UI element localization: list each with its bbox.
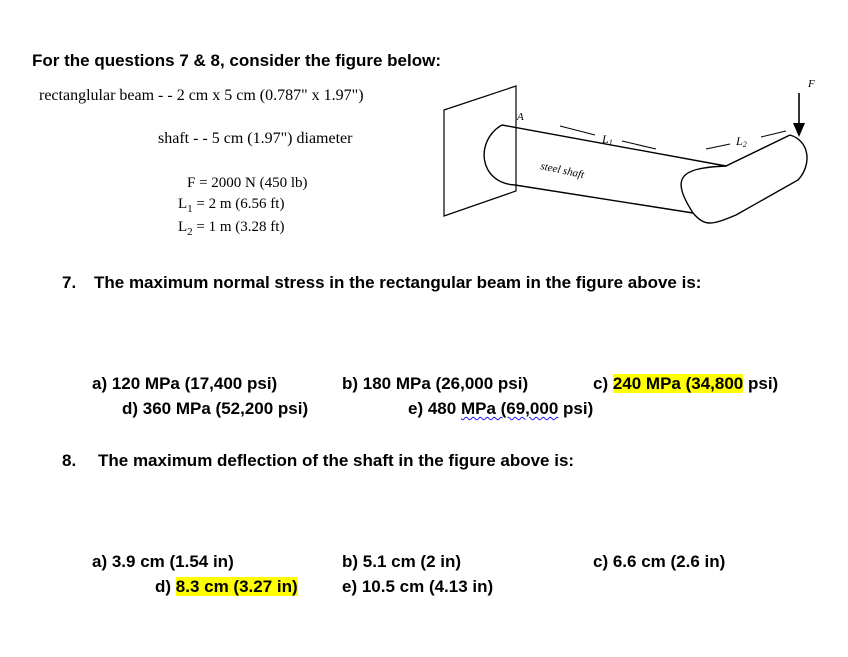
q8-option-e: e) 10.5 cm (4.13 in) xyxy=(342,577,494,596)
force-value: F = 2000 N (450 lb) xyxy=(187,175,308,191)
label-l1: L1 xyxy=(602,132,613,147)
length-l1: $L_1 = 2$ m (6.56 ft) xyxy=(178,196,285,215)
shaft-bottom-edge xyxy=(515,185,693,213)
q7-option-e: e) 480 MPa (69,000 psi) xyxy=(408,399,594,418)
q7-number: 7. xyxy=(62,273,77,292)
q8-option-d: d) 8.3 cm (3.27 in) xyxy=(155,577,298,596)
label-steel-shaft: steel shaft xyxy=(539,160,586,182)
shaft-top-edge xyxy=(502,125,726,166)
dimension-l2-right xyxy=(761,131,786,137)
q8-option-a: a) 3.9 cm (1.54 in) xyxy=(92,552,234,571)
dimension-l1-left xyxy=(560,126,595,135)
highlight: 240 MPa (34,800 xyxy=(612,374,744,393)
q7-option-c: c) 240 MPa (34,800 psi) xyxy=(593,374,779,393)
q8-number: 8. xyxy=(62,451,77,470)
shaft-description: shaft - - 5 cm (1.97") diameter xyxy=(158,130,353,147)
q7-text: The maximum normal stress in the rectangular beam in the figure above is: xyxy=(94,273,702,292)
force-arrow-head xyxy=(793,123,805,137)
highlight: 8.3 cm (3.27 in) xyxy=(175,577,298,596)
length-l2: $L_2 = 1$ m (3.28 ft) xyxy=(178,219,285,238)
q7-option-a: a) 120 MPa (17,400 psi) xyxy=(92,374,278,393)
label-l2: L2 xyxy=(736,134,747,149)
label-f: F xyxy=(808,78,815,90)
beam-shaft-figure xyxy=(430,65,830,265)
q8-text: The maximum deflection of the shaft in the figure above is: xyxy=(98,451,575,470)
intro-text: For the questions 7 & 8, consider the figure below: xyxy=(32,51,441,70)
q7-option-b: b) 180 MPa (26,000 psi) xyxy=(342,374,529,393)
q7-option-d: d) 360 MPa (52,200 psi) xyxy=(122,399,309,418)
spellcheck-underline: MPa (69,000 xyxy=(460,399,559,418)
q8-option-c: c) 6.6 cm (2.6 in) xyxy=(593,552,726,571)
q8-option-b: b) 5.1 cm (2 in) xyxy=(342,552,462,571)
beam-description: rectanglular beam - - 2 cm x 5 cm (0.787" x 1.97") xyxy=(39,87,364,104)
wall xyxy=(444,86,516,216)
label-a: A xyxy=(517,111,524,123)
dimension-l2-left xyxy=(706,144,730,149)
